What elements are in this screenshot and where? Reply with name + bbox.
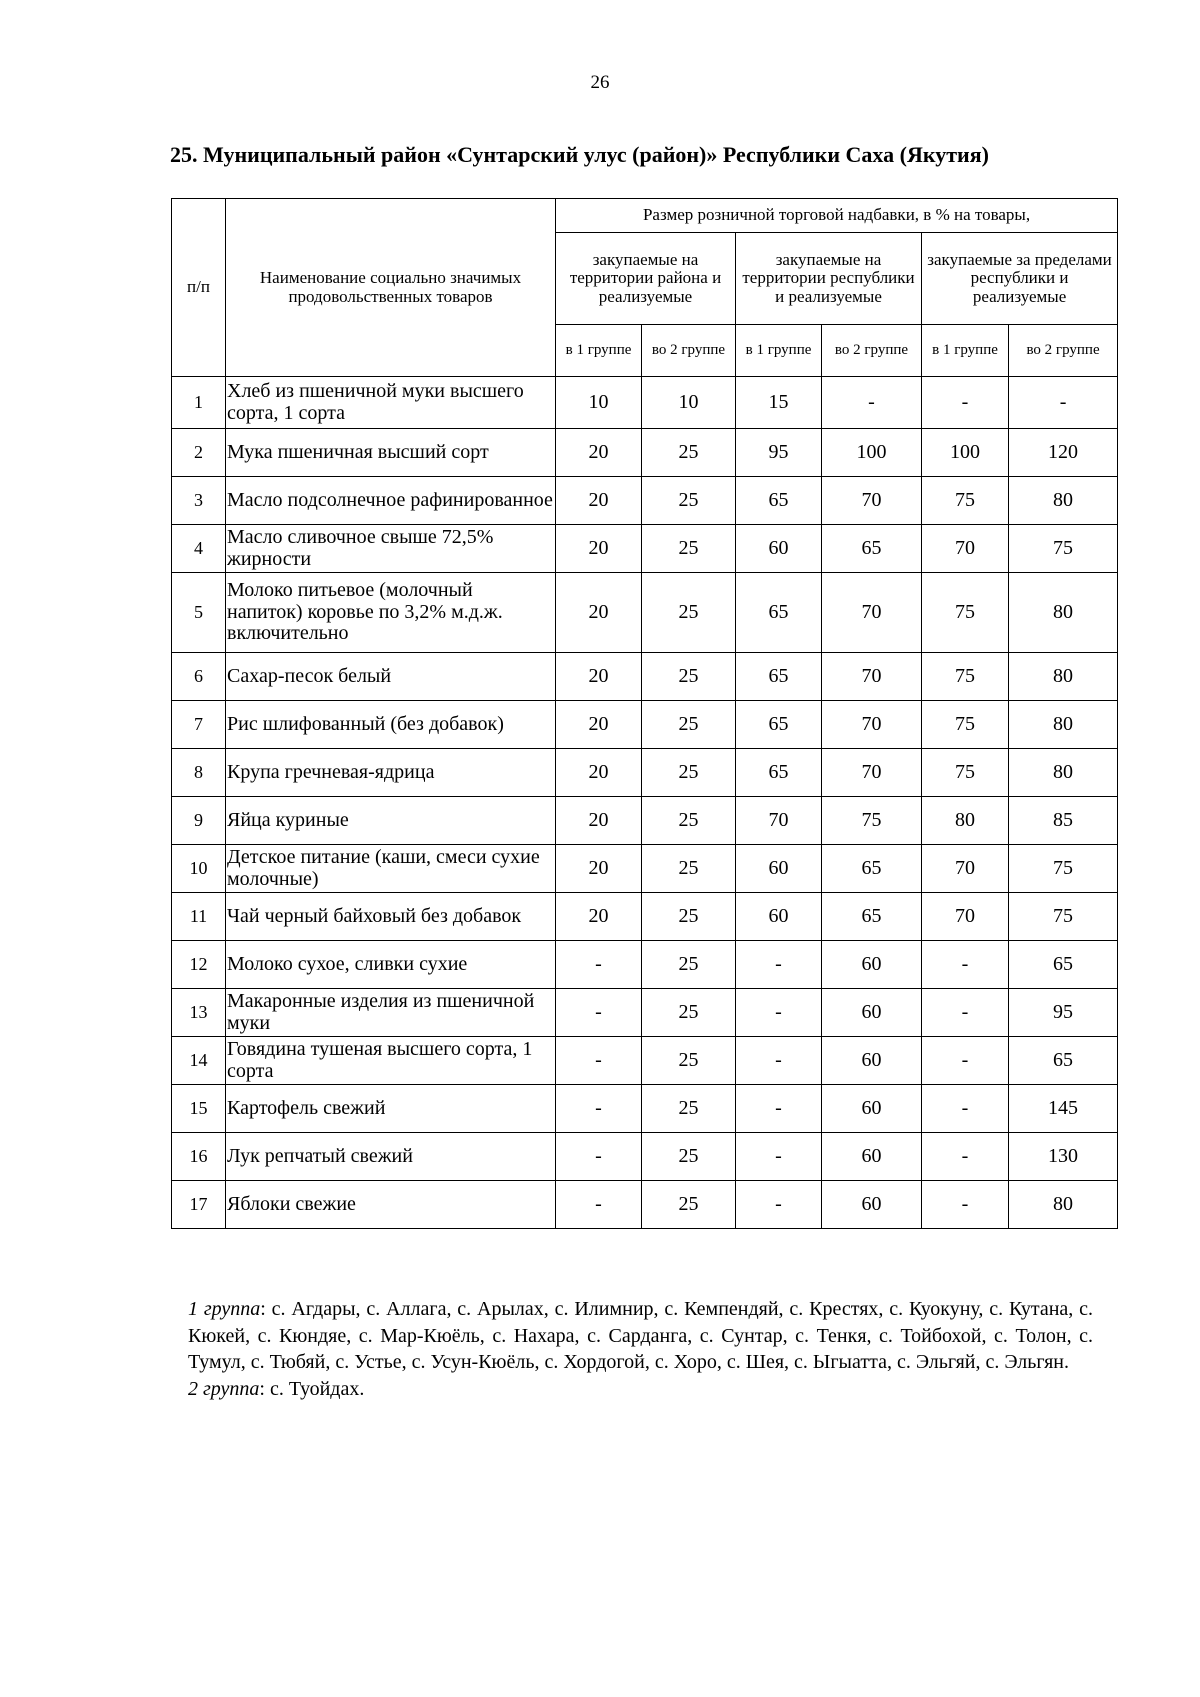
markup-value: 25 [642,941,736,989]
product-name: Яблоки свежие [226,1181,556,1229]
product-name: Крупа гречневая-ядрица [226,749,556,797]
table-row [172,525,1118,573]
markup-value: 60 [822,941,922,989]
markup-value: 60 [822,1133,922,1181]
row-number: 9 [172,797,226,845]
markup-value: - [736,1181,822,1229]
markup-value: 20 [556,573,642,653]
subheader-5: в 1 группе [922,325,1009,377]
row-number: 6 [172,653,226,701]
group2-note [188,1376,1093,1403]
markup-value: 65 [736,749,822,797]
markup-value: - [556,1181,642,1229]
markup-value: 25 [642,525,736,573]
markup-value: 130 [1009,1133,1118,1181]
markup-value: 20 [556,477,642,525]
markup-value: 60 [736,845,822,893]
table-row [172,477,1118,525]
table-row [172,1037,1118,1085]
group1-label: 1 группа [188,1298,261,1320]
group1-note [188,1296,1093,1376]
markup-value: - [556,1085,642,1133]
markup-value: 25 [642,573,736,653]
markup-value: 95 [1009,989,1118,1037]
product-name: Говядина тушеная высшего сорта, 1 сорта [226,1037,556,1085]
row-number: 16 [172,1133,226,1181]
markup-value: 60 [736,893,822,941]
product-name: Детское питание (каши, смеси сухие молочные) [226,845,556,893]
row-number: 13 [172,989,226,1037]
table-row [172,573,1118,653]
markup-value: 70 [822,477,922,525]
markup-value: 145 [1009,1085,1118,1133]
markup-value: - [922,1181,1009,1229]
markup-value: 20 [556,797,642,845]
markup-value: 75 [922,573,1009,653]
markup-value: 75 [1009,525,1118,573]
markup-value: 25 [642,1133,736,1181]
row-number: 7 [172,701,226,749]
markup-value: 25 [642,701,736,749]
table-row [172,377,1118,429]
markup-value: 25 [642,797,736,845]
group2-text: : с. Туойдах. [259,1377,365,1400]
row-number: 3 [172,477,226,525]
markup-value: 100 [822,429,922,477]
page-number: 26 [590,72,610,93]
table-row [172,653,1118,701]
header-number: п/п [172,199,226,377]
markup-value: - [736,1133,822,1181]
markup-value: 15 [736,377,822,429]
markup-value: 25 [642,1037,736,1085]
row-number: 8 [172,749,226,797]
markup-value: 70 [822,749,922,797]
markup-value: 60 [822,989,922,1037]
markup-value: - [1009,377,1118,429]
row-number: 2 [172,429,226,477]
group-notes [188,1296,1093,1402]
markup-value: 25 [642,893,736,941]
markup-value: 70 [922,893,1009,941]
product-name: Масло подсолнечное рафинированное [226,477,556,525]
row-number: 11 [172,893,226,941]
markup-value: 65 [736,701,822,749]
markup-value: 10 [556,377,642,429]
group1-text: : с. Агдары, с. Аллага, с. Арылах, с. Илимнир, с. Кемпендяй, с. Крестях, с. Куокуну, с. Кутана, с. Кюкей, с. Кюндяе, с. Мар-Кюёль, с. Нахара, с. Сарданга, с. Сунтар, с. Тенкя, с. Тойбохой, с. Толон, с. Тумул, с. Тюбяй, с. Устье, с. Усун-Кюёль, с. Хордогой, с. Хоро, с. Шея, с. Ыгыатта, с. Эльгяй, с. Эльгян. [188,1298,1093,1373]
table-row [172,845,1118,893]
markup-value: - [736,989,822,1037]
subheader-3: в 1 группе [736,325,822,377]
markup-value: 25 [642,845,736,893]
markup-value: 60 [736,525,822,573]
product-name: Сахар-песок белый [226,653,556,701]
markup-value: 80 [1009,653,1118,701]
markup-value: 65 [1009,1037,1118,1085]
markup-value: - [736,1085,822,1133]
subheader-6: во 2 группе [1009,325,1118,377]
markup-value: 75 [1009,893,1118,941]
markup-value: 65 [822,845,922,893]
page-title: 25. Муниципальный район «Сунтарский улус (район)» Республики Саха (Якутия) [170,142,989,167]
markup-value: 75 [822,797,922,845]
markup-value: - [922,941,1009,989]
markup-value: 75 [922,477,1009,525]
markup-value: 20 [556,701,642,749]
table-row [172,989,1118,1037]
markup-value: 60 [822,1181,922,1229]
markup-value: 20 [556,845,642,893]
markup-value: - [822,377,922,429]
product-name: Мука пшеничная высший сорт [226,429,556,477]
markup-value: - [922,1037,1009,1085]
table-row [172,749,1118,797]
markup-value: 95 [736,429,822,477]
markup-value: 70 [736,797,822,845]
markup-value: 80 [1009,701,1118,749]
markup-value: 25 [642,477,736,525]
product-name: Масло сливочное свыше 72,5% жирности [226,525,556,573]
product-name: Картофель свежий [226,1085,556,1133]
markup-value: 25 [642,429,736,477]
header-product-name: Наименование социально значимых продовольственных товаров [226,199,556,377]
markup-value: 70 [822,573,922,653]
markup-value: 70 [822,701,922,749]
markup-value: 85 [1009,797,1118,845]
markup-value: 60 [822,1037,922,1085]
markup-value: 25 [642,653,736,701]
table-row [172,941,1118,989]
header-group-outside: закупаемые за пределами республики и реализуемые [922,233,1118,325]
markup-value: 75 [922,749,1009,797]
markup-value: 65 [736,477,822,525]
markup-value: 20 [556,429,642,477]
row-number: 1 [172,377,226,429]
markup-value: 70 [822,653,922,701]
markup-value: - [556,989,642,1037]
markup-value: 25 [642,989,736,1037]
header-group-republic: закупаемые на территории республики и реализуемые [736,233,922,325]
table-row [172,429,1118,477]
markup-value: - [736,1037,822,1085]
product-name: Макаронные изделия из пшеничной муки [226,989,556,1037]
markup-value: 80 [922,797,1009,845]
group2-label: 2 группа [188,1377,260,1400]
row-number: 10 [172,845,226,893]
markup-value: - [736,941,822,989]
header-markup-size: Размер розничной торговой надбавки, в % на товары, [556,199,1118,233]
table-row [172,1181,1118,1229]
product-name: Рис шлифованный (без добавок) [226,701,556,749]
header-group-district: закупаемые на территории района и реализуемые [556,233,736,325]
product-name: Чай черный байховый без добавок [226,893,556,941]
markup-value: 100 [922,429,1009,477]
markup-value: 20 [556,653,642,701]
markup-value: 20 [556,893,642,941]
markup-value: 80 [1009,477,1118,525]
markup-value: 25 [642,1085,736,1133]
row-number: 17 [172,1181,226,1229]
table-row [172,1133,1118,1181]
markup-value: - [556,1037,642,1085]
row-number: 5 [172,573,226,653]
markup-value: 25 [642,749,736,797]
subheader-2: во 2 группе [642,325,736,377]
row-number: 15 [172,1085,226,1133]
markup-value: - [556,941,642,989]
markup-value: 60 [822,1085,922,1133]
markup-value: 75 [922,653,1009,701]
markup-value: 65 [736,573,822,653]
product-name: Хлеб из пшеничной муки высшего сорта, 1 сорта [226,377,556,429]
subheader-4: во 2 группе [822,325,922,377]
markup-value: 20 [556,749,642,797]
table-row [172,797,1118,845]
markup-value: 80 [1009,573,1118,653]
markup-table [171,198,1118,1229]
markup-value: 120 [1009,429,1118,477]
markup-value: 65 [1009,941,1118,989]
markup-value: 80 [1009,749,1118,797]
markup-value: 65 [822,525,922,573]
markup-value: - [922,1133,1009,1181]
row-number: 4 [172,525,226,573]
table-row [172,893,1118,941]
markup-value: - [922,1085,1009,1133]
markup-value: 65 [736,653,822,701]
markup-value: 10 [642,377,736,429]
product-name: Яйца куриные [226,797,556,845]
markup-value: 75 [922,701,1009,749]
subheader-1: в 1 группе [556,325,642,377]
product-name: Молоко питьевое (молочный напиток) коровье по 3,2% м.д.ж. включительно [226,573,556,653]
markup-value: 20 [556,525,642,573]
row-number: 14 [172,1037,226,1085]
markup-value: 70 [922,845,1009,893]
markup-value: 25 [642,1181,736,1229]
product-name: Лук репчатый свежий [226,1133,556,1181]
markup-value: - [556,1133,642,1181]
product-name: Молоко сухое, сливки сухие [226,941,556,989]
markup-value: 65 [822,893,922,941]
markup-value: - [922,377,1009,429]
markup-value: 75 [1009,845,1118,893]
table-row [172,701,1118,749]
markup-value: - [922,989,1009,1037]
table-row [172,1085,1118,1133]
markup-value: 80 [1009,1181,1118,1229]
row-number: 12 [172,941,226,989]
markup-value: 70 [922,525,1009,573]
